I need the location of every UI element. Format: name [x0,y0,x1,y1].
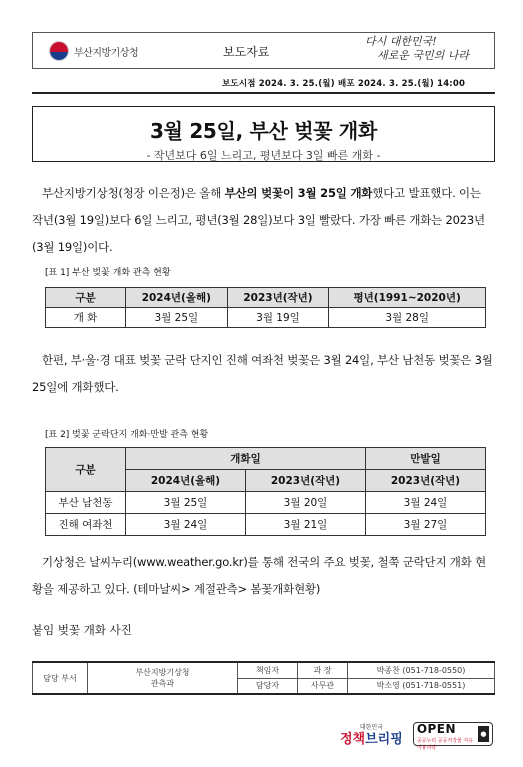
license-type-icon: ● [478,726,489,742]
slogan-logo: 다시 대한민국! 새로운 국민의 나라 [365,35,470,62]
table1-header: 2023년(작년) [227,288,329,308]
footer-logos [340,721,493,751]
table-2 [45,447,486,536]
contact-person: 박종찬 (051-718-0550) [348,662,495,678]
contact-title: 과 장 [298,662,348,678]
header-box [32,32,495,69]
table2-header: 구분 [46,448,126,492]
table2-header: 2023년(작년) [366,470,486,492]
table2-header: 2023년(작년) [246,470,366,492]
org-logo-text: 부산지방기상청 [74,47,139,59]
contact-role: 책임자 [238,662,298,678]
contact-role: 담당자 [238,678,298,694]
table-row: 부산 남천동 3월 25일 3월 20일 3월 24일 [46,492,486,514]
table1-caption: [표 1] 부산 벚꽃 개화 관측 현황 [45,268,171,278]
paragraph-2: 한편, 부·울·경 대표 벚꽃 군락 단지인 진해 여좌천 벚꽃은 3월 24일, 부산 남천동 벚꽃은 3월 25일에 개화했다. [32,353,493,394]
release-info: 보도시점 2024. 3. 25.(월) 배포 2024. 3. 25.(월) 14:00 [222,79,466,89]
doc-type: 보도자료 [223,45,270,59]
table-row: 개 화 3월 25일 3월 19일 3월 28일 [46,308,486,328]
table1-header: 2024년(올해) [126,288,228,308]
contact-label: 담당 부서 [33,662,88,694]
government-emblem-icon [49,41,69,61]
org-logo [49,41,138,61]
contact-person: 박소영 (051-718-0551) [348,678,495,694]
contact-table [32,661,495,695]
page-subtitle: - 작년보다 6일 느리고, 평년보다 3일 빠른 개화 - [146,149,381,162]
table-1 [45,287,486,328]
contact-dept: 부산지방기상청 관측과 [88,662,238,694]
paragraph-3: 기상청은 날씨누리(www.weather.go.kr)를 통해 전국의 주요 벚꽃, 철쭉 군락단지 개화 현황을 제공하고 있다. (테마날씨> 계절관측> 봄꽃개화현황) [32,555,486,596]
page-title: 3월 25일, 부산 벚꽃 개화 [150,119,377,143]
paragraph-1: 부산지방기상청(청장 이은정)은 올해 부산의 벚꽃이 3월 25일 개화했다고 발표했다. 이는 작년(3월 19일)보다 6일 느리고, 평년(3월 28일)보다 3일 빨랐다. 가장 빠른 개화는 2023년(3월 19일)이다. [32,186,485,254]
open-license-logo: OPEN 공공누리 공공저작물 자유이용허락 ● [413,722,493,746]
title-box [32,106,495,162]
table1-header: 평년(1991~2020년) [329,288,486,308]
policy-briefing-logo: 대한민국 정책브리핑 [340,724,403,747]
table2-header: 2024년(올해) [126,470,246,492]
attachment-note: 붙임 벚꽃 개화 사진 [32,623,132,637]
table-row: 진해 여좌천 3월 24일 3월 21일 3월 27일 [46,514,486,536]
table1-header: 구분 [46,288,126,308]
table2-header: 만발일 [366,448,486,470]
table2-header: 개화일 [126,448,366,470]
contact-title: 사무관 [298,678,348,694]
divider [32,92,495,94]
table2-caption: [표 2] 벚꽃 군락단지 개화·만발 관측 현황 [45,430,209,440]
